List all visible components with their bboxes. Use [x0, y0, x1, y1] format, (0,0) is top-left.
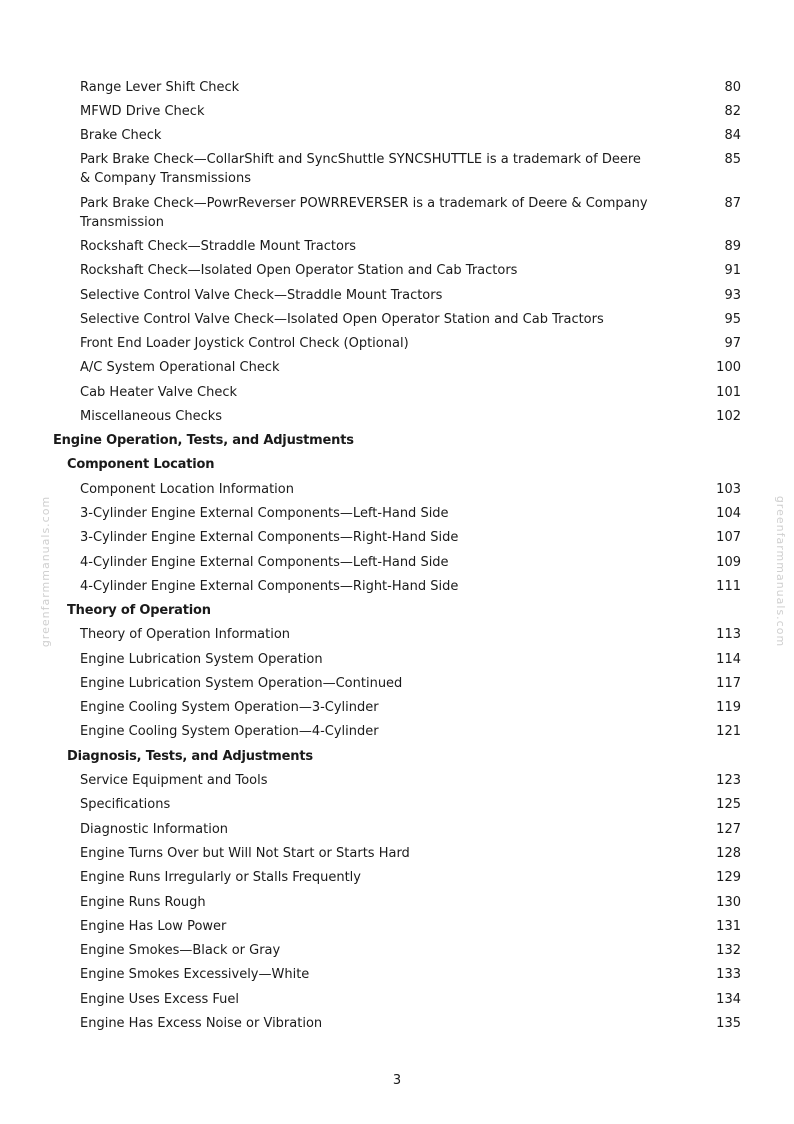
toc-entry-page-number: 103	[716, 482, 741, 497]
toc-entry-title: Selective Control Valve Check—Isolated Open Operator Station and Cab Tractors	[80, 312, 604, 327]
toc-entry-page-number: 80	[724, 80, 741, 95]
toc-entry-title: Rockshaft Check—Isolated Open Operator Station and Cab Tractors	[80, 263, 518, 278]
toc-entry-page-number: 113	[716, 627, 741, 642]
toc-entry-title: Park Brake Check—PowrReverser POWRREVERSER is a trademark of Deere & Company Transmission	[80, 196, 648, 230]
toc-entry-title: Engine Runs Rough	[80, 895, 206, 910]
toc-entry-page-number: 123	[716, 773, 741, 788]
toc-entry-title: Theory of Operation Information	[80, 627, 291, 642]
toc-entry-title: Miscellaneous Checks	[80, 409, 223, 424]
toc-entry-title: Park Brake Check—CollarShift and SyncShuttle SYNCSHUTTLE is a trademark of Deere & Company Transmissions	[80, 152, 641, 186]
toc-entry-title: Engine Lubrication System Operation—Continued	[80, 676, 403, 691]
toc-entry-title: 3-Cylinder Engine External Components—Left-Hand Side	[80, 506, 449, 521]
toc-entry-page-number: 91	[724, 263, 741, 278]
toc-entry-title: Diagnosis, Tests, and Adjustments	[67, 749, 313, 764]
toc-entry-page-number: 121	[716, 724, 741, 739]
toc-entry-title: Brake Check	[80, 128, 162, 143]
toc-entry-title: A/C System Operational Check	[80, 360, 280, 375]
toc-entry-title: 4-Cylinder Engine External Components—Right-Hand Side	[80, 579, 459, 594]
toc-entry-title: Engine Has Low Power	[80, 919, 227, 934]
toc-entry-title: Specifications	[80, 797, 171, 812]
toc-entry-page-number: 131	[716, 919, 741, 934]
toc-entry-title: Component Location	[67, 457, 215, 472]
toc-entry-title: Diagnostic Information	[80, 822, 229, 837]
toc-entry-page-number: 95	[724, 312, 741, 327]
toc-entry-page-number: 130	[716, 895, 741, 910]
toc-entry-page-number: 102	[716, 409, 741, 424]
toc-entry-title: Engine Operation, Tests, and Adjustments	[53, 433, 354, 448]
toc-entry-title: Engine Lubrication System Operation	[80, 652, 323, 667]
toc-entry-page-number: 100	[716, 360, 741, 375]
toc-entry-title: Engine Has Excess Noise or Vibration	[80, 1016, 323, 1031]
toc-entry-title: Engine Cooling System Operation—3-Cylinder	[80, 700, 379, 715]
toc-entry-title: Selective Control Valve Check—Straddle Mount Tractors	[80, 288, 443, 303]
toc-entry-page-number: 104	[716, 506, 741, 521]
toc-entry-page-number: 132	[716, 943, 741, 958]
toc-entry-title: Engine Runs Irregularly or Stalls Frequently	[80, 870, 361, 885]
toc-entry-page-number: 134	[716, 992, 741, 1007]
toc-entry-title: Engine Turns Over but Will Not Start or Starts Hard	[80, 846, 410, 861]
toc-entry-title: Component Location Information	[80, 482, 294, 497]
toc-entry-page-number: 89	[724, 239, 741, 254]
toc-entry-title: Front End Loader Joystick Control Check (Optional)	[80, 336, 409, 351]
toc-entry-page-number: 129	[716, 870, 741, 885]
toc-entry-title: Service Equipment and Tools	[80, 773, 268, 788]
toc-entry-page-number: 87	[724, 196, 741, 211]
toc-entry-title: Rockshaft Check—Straddle Mount Tractors	[80, 239, 357, 254]
toc-entry-page-number: 107	[716, 530, 741, 545]
toc-entry-page-number: 97	[724, 336, 741, 351]
toc-entry-title: Range Lever Shift Check	[80, 80, 240, 95]
toc-entry-title: MFWD Drive Check	[80, 104, 205, 119]
toc-entry-page-number: 135	[716, 1016, 741, 1031]
toc-entry-page-number: 85	[724, 152, 741, 167]
toc-entry-page-number: 93	[724, 288, 741, 303]
watermark-right: greenfarmmanuals.com	[774, 495, 788, 648]
toc-entry-page-number: 127	[716, 822, 741, 837]
toc-entry-page-number: 114	[716, 652, 741, 667]
toc-entry-page-number: 117	[716, 676, 741, 691]
toc-entry-page-number: 125	[716, 797, 741, 812]
toc-entry-page-number: 84	[724, 128, 741, 143]
toc-entry-page-number: 128	[716, 846, 741, 861]
toc-entry-page-number: 109	[716, 555, 741, 570]
toc-entry-page-number: 133	[716, 967, 741, 982]
toc-entry-title: Cab Heater Valve Check	[80, 385, 238, 400]
toc-entry-title: Engine Uses Excess Fuel	[80, 992, 239, 1007]
toc-entry-page-number: 111	[716, 579, 741, 594]
page-number: 3	[392, 1073, 402, 1088]
toc-entry-page-number: 82	[724, 104, 741, 119]
toc-entry-title: 4-Cylinder Engine External Components—Left-Hand Side	[80, 555, 449, 570]
toc-entry-title: Engine Cooling System Operation—4-Cylinder	[80, 724, 379, 739]
toc-entry-title: Theory of Operation	[67, 603, 211, 618]
toc-entry-title: Engine Smokes Excessively—White	[80, 967, 310, 982]
toc-entry-page-number: 119	[716, 700, 741, 715]
toc-entry-title: Engine Smokes—Black or Gray	[80, 943, 281, 958]
watermark-left: greenfarmmanuals.com	[39, 495, 53, 648]
toc-entry-page-number: 101	[716, 385, 741, 400]
toc-entry-title: 3-Cylinder Engine External Components—Right-Hand Side	[80, 530, 459, 545]
